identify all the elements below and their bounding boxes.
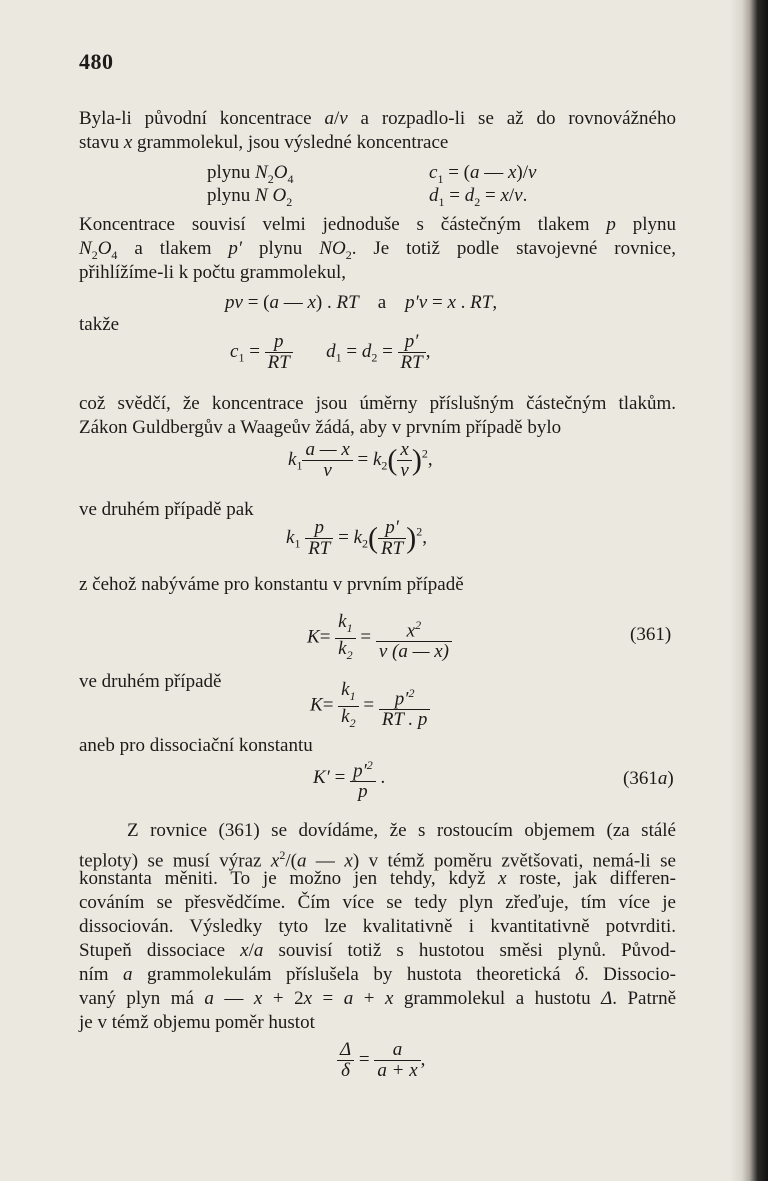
text-line-9: z čehož nabýváme pro konstantu v prvním případě [79,574,464,595]
plyn-1-label: plynu $N_2O_4$ [207,162,294,186]
paragraph-line-8: vaný plyn má a — x + 2x = a + x grammolekul a hustotu Δ. Patrně [79,988,677,1009]
equation-361a: K′ = $\frac{p'^2}{p}$ . [313,758,386,803]
text-line-7: Zákon Guldbergův a Waageův žádá, aby v prvním případě bylo [79,417,562,438]
equation-gw-2: $k_1$ $\frac{p}{RT}$ = $k_2$( $\frac{p'}{RT}$ )$^2$, [286,517,427,559]
paragraph-line-4: cováním se přesvědčíme. Čím více se tedy plyn zřeďuje, tím více je [79,892,676,913]
page-edge [742,0,768,1181]
text-line-11: aneb pro dissociační konstantu [79,735,313,756]
takze-label: takže [79,314,120,335]
equation-density-ratio: $\frac{\Delta}{\delta}$ = $\frac{a}{a + x}$ , [337,1040,425,1081]
text-line-1: Byla-li původní koncentrace a/v a rozpadlo-li se až do rovnovážného [79,108,676,129]
text-line-3: Koncentrace souvisí velmi jednoduše s částečným tlakem p plynu [79,214,677,235]
plyn-2-label: plynu N $O_2$ [207,185,293,209]
text-line-6: což svědčí, že koncentrace jsou úměrny příslušným částečným tlakům. [79,393,676,414]
paragraph-line-2: teploty) se musí výraz $x^2/(a$ — x) v témž poměru zvětšovati, nemá-li se [79,848,676,872]
paragraph-line-9: je v témž objemu poměr hustot [79,1012,315,1033]
equation-number-361: (361) [630,624,672,645]
paragraph-line-7: ním a grammolekulám příslušela by hustota theoretická δ. Dissocio- [79,964,677,985]
equation-361: K= $\frac{k_1}{k_2}$ = $\frac{x^2}{v (a — x)}$ [307,612,452,665]
text-line-4: $N_2O_4$ a tlakem p′ plynu $NO_2$. Je totiž podle stavojevné rovnice, [79,238,676,262]
plyn-2-equation: $d_1 = d_2 = x/v$. [429,185,528,209]
page-number: 480 [79,49,114,74]
paragraph-line-6: Stupeň dissociace x/a souvisí totiž s hustotou směsi plynů. Původ- [79,940,676,961]
text-line-2: stavu x grammolekul, jsou výsledné koncentrace [79,132,449,153]
equation-pv: pv = (a — x) . RT a p′v = x . RT, [225,292,498,313]
equation-gw-1: $k_1$ $\frac{a — x}{v}$ = $k_2$( $\frac{x}{v}$ )$^2$, [288,439,433,481]
plyn-1-equation: $c_1 = (a$ — x)/v [429,162,537,186]
equation-number-361a: (361a) [623,768,674,789]
text-line-5: přihlížíme-li k počtu grammolekul, [79,262,346,283]
paragraph-line-5: dissociován. Výsledky tyto lze kvalitativně i kvantitativně potvrditi. [79,916,676,937]
equation-K2: K= $\frac{k_1}{k_2}$ = $\frac{p'^2}{RT . p}$ [310,680,430,733]
text-line-10: ve druhém případě [79,671,222,692]
page-shadow [730,0,742,1181]
equation-c1: $c_1$ = $\frac{p}{RT}$ $d_1 = d_2$ = $\frac{p'}{RT}$ , [230,331,431,373]
paragraph-line-3: konstanta měniti. To je možno jen tehdy, když x roste, jak differen- [79,868,676,889]
text-line-8: ve druhém případě pak [79,499,254,520]
paragraph-line-1: Z rovnice (361) se dovídáme, že s rostoucím objemem (za stálé [127,820,676,841]
